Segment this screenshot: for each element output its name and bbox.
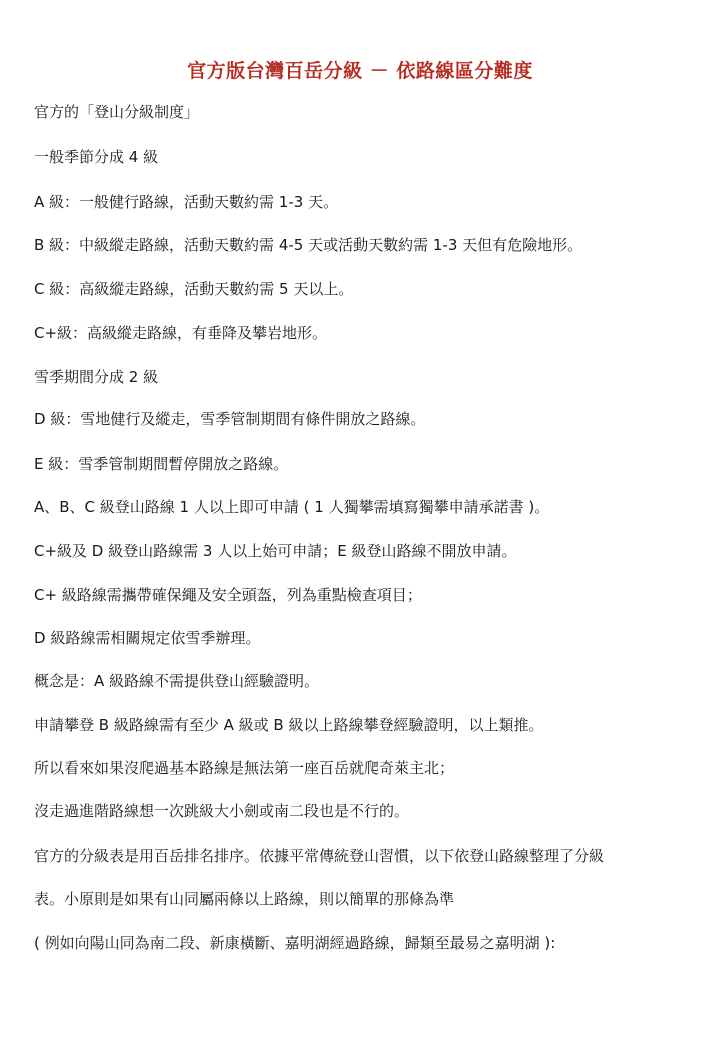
text-line: D 級：雪地健行及縱走，雪季管制期間有條件開放之路線。 [34,410,426,428]
text-line: B 級：中級縱走路線，活動天數約需 4-5 天或活動天數約需 1-3 天但有危險地形。 [34,236,583,254]
text-line: C+ 級路線需攜帶確保繩及安全頭盔，列為重點檢查項目； [34,586,422,604]
text-line: C+級：高級縱走路線，有垂降及攀岩地形。 [34,324,328,342]
text-line: E 級：雪季管制期間暫停開放之路線。 [34,455,289,473]
text-line: 申請攀登 B 級路線需有至少 A 級或 B 級以上路線攀登經驗證明，以上類推。 [34,716,544,734]
text-line: 官方的分級表是用百岳排名排序。依據平常傳統登山習慣，以下依登山路線整理了分級 [34,847,605,865]
text-line: A 級：一般健行路線，活動天數約需 1-3 天。 [34,193,339,211]
text-line: 概念是：A 級路線不需提供登山經驗證明。 [34,672,320,690]
text-line: 沒走過進階路線想一次跳級大小劍或南二段也是不行的。 [34,802,410,820]
text-line: D 級路線需相關規定依雪季辦理。 [34,629,261,647]
text-line: C+級及 D 級登山路線需 3 人以上始可申請；E 級登山路線不開放申請。 [34,542,517,560]
text-line: 表。小原則是如果有山同屬兩條以上路線，則以簡單的那條為準 [34,890,455,908]
text-line: ( 例如向陽山同為南二段、新康橫斷、嘉明湖經過路線，歸類至最易之嘉明湖 ): [34,934,556,952]
text-line: A、B、C 級登山路線 1 人以上即可申請 ( 1 人獨攀需填寫獨攀申請承諾書 )。 [34,498,550,516]
page-title: 官方版台灣百岳分級 － 依路線區分難度 [187,60,533,82]
text-line: 雪季期間分成 2 級 [34,368,159,386]
text-line: 一般季節分成 4 級 [34,148,159,166]
text-line: C 級：高級縱走路線，活動天數約需 5 天以上。 [34,280,354,298]
text-line: 所以看來如果沒爬過基本路線是無法第一座百岳就爬奇萊主北； [34,759,455,777]
text-line: 官方的「登山分級制度」 [34,103,200,121]
